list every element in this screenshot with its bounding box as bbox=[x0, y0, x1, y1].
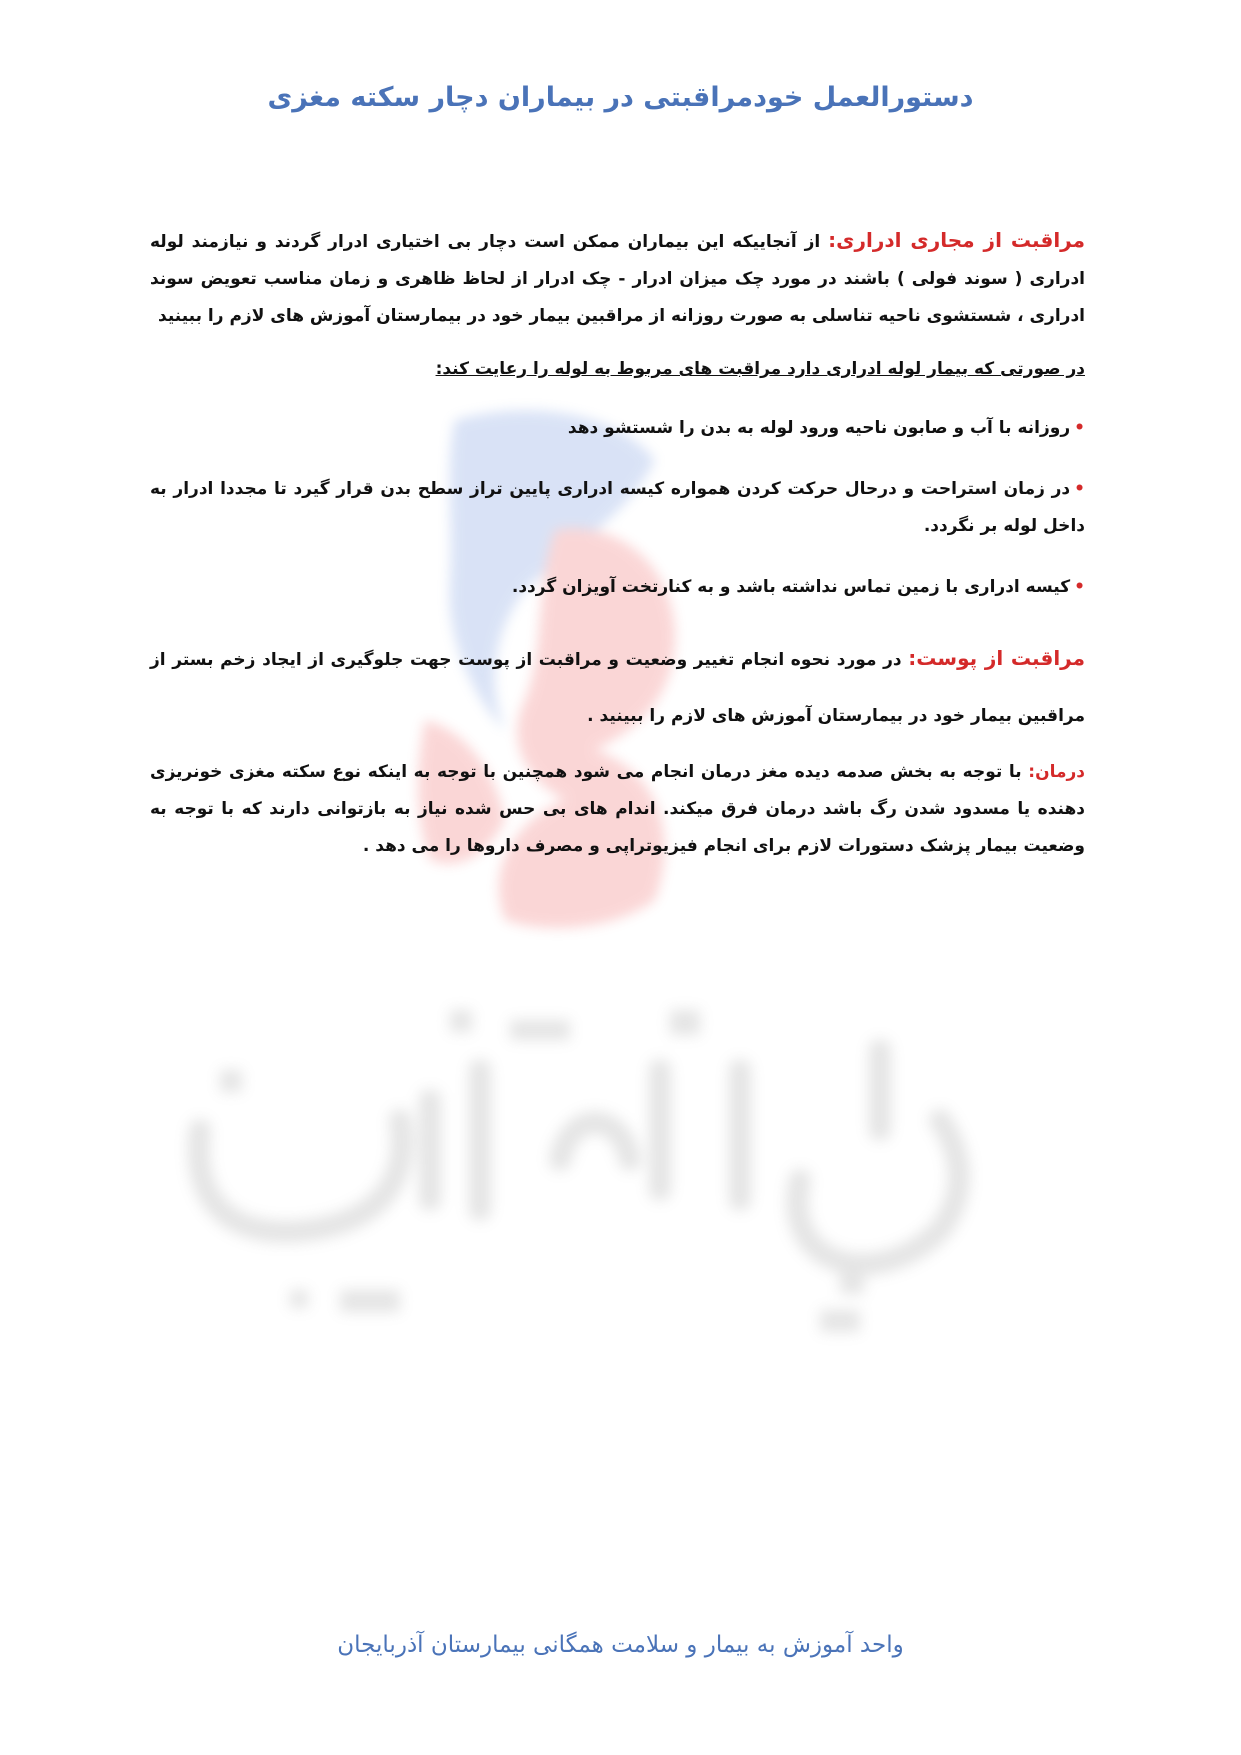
urinary-care-heading: مراقبت از مجاری ادراری: bbox=[828, 228, 1086, 252]
catheter-note: در صورتی که بیمار لوله ادراری دارد مراقبت های مربوط به لوله را رعایت کند: bbox=[435, 359, 1085, 379]
document-body bbox=[150, 222, 1085, 865]
skin-care-text: در مورد نحوه انجام تغییر وضعیت و مراقبت از پوست جهت جلوگیری از ایجاد زخم بستر از مراقبین بیمار خود در بیمارستان آموزش های لازم را ببینید . bbox=[150, 650, 1085, 726]
document-footer: واحد آموزش به بیمار و سلامت همگانی بیمارستان آذربایجان bbox=[337, 1632, 904, 1658]
bullet-text: روزانه با آب و صابون ناحیه ورود لوله به بدن را شستشو دهد bbox=[567, 418, 1071, 438]
list-item bbox=[150, 471, 1085, 545]
skin-care-heading: مراقبت از پوست: bbox=[908, 646, 1085, 670]
urinary-care-paragraph bbox=[150, 222, 1085, 335]
list-item bbox=[150, 410, 1085, 447]
bullet-dot-icon: • bbox=[1074, 479, 1085, 499]
bullet-text: کیسه ادراری با زمین تماس نداشته باشد و به کنارتخت آویزان گردد. bbox=[511, 577, 1071, 597]
bullet-dot-icon: • bbox=[1074, 418, 1085, 438]
document-title: دستورالعمل خودمراقبتی در بیماران دچار سکته مغزی bbox=[267, 82, 974, 113]
treatment-text: با توجه به بخش صدمه دیده مغز درمان انجام می شود همچنین با توجه به اینکه نوع سکته مغزی خونریزی دهنده یا مسدود شدن رگ باشد درمان فرق میکند. اندام های بی حس شده نیاز به بازتوانی دارند که با توجه به وضعیت بیمار پزشک دستورات لازم برای انجام فیزیوتراپی و مصرف داروها را می دهد . bbox=[150, 762, 1085, 856]
treatment-heading: درمان: bbox=[1028, 762, 1085, 782]
urinary-care-text: از آنجاییکه این بیماران ممکن است دچار بی اختیاری ادرار گردند و نیازمند لوله ادراری ( سوند فولی ) باشند در مورد چک میزان ادرار - چک ادرار از لحاظ ظاهری و زمان مناسب تعویض سوند ادراری ، شستشوی ناحیه تناسلی به صورت روزانه از مراقبین بیمار خود در بیمارستان آموزش های لازم را ببینید bbox=[150, 232, 1085, 326]
bullet-dot-icon: • bbox=[1074, 577, 1085, 597]
skin-care-paragraph bbox=[150, 630, 1085, 744]
list-item bbox=[150, 569, 1085, 606]
treatment-paragraph bbox=[150, 754, 1085, 865]
bullet-text: در زمان استراحت و درحال حرکت کردن همواره کیسه ادراری پایین تراز سطح بدن قرار گیرد تا مجددا ادرار به داخل لوله بر نگردد. bbox=[150, 479, 1085, 536]
calligraphy-watermark-icon bbox=[180, 1010, 1010, 1340]
